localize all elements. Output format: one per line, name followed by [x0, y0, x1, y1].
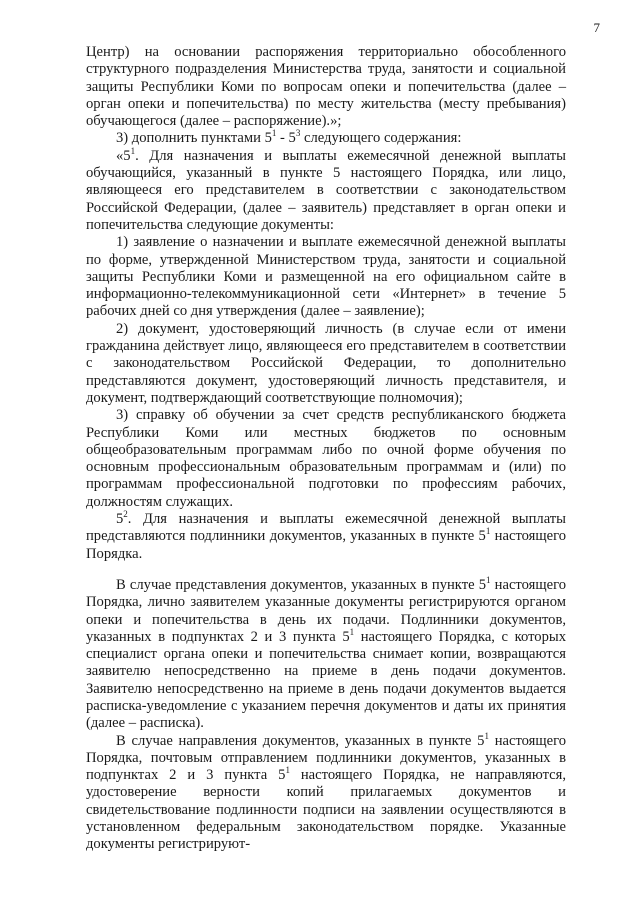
paragraph-text: . Для назначения и выплаты ежемесячной денежной выплаты представляются подлинники документов, указанных в пункте 5: [86, 511, 566, 545]
paragraph-text: . Для назначения и выплаты ежемесячной денежной выплаты обучающийся, указанный в пункте 5 настоящего Порядка, или лицо, являющееся его представителем в соответствии с законодательством Российской Федерации, (далее – заявитель) представляет в орган опеки и попечительства следующие документы:: [86, 147, 566, 233]
paragraph-item-3: [86, 407, 566, 511]
paragraph-text: Центр) на основании распоряжения территориально обособленного структурного подразделения Министерства труда, занятости и социальной защиты Республики Коми по вопросам опеки и попечительства (далее – орган опеки и попечительства) по месту жительства (месту пребывания) обучающегося (далее – распоряжение).»;: [86, 44, 566, 130]
paragraph-text: 3) справку об обучении за счет средств республиканского бюджета Республики Коми или местных бюджетов по основным общеобразовательным программам либо по очной форме обучения по основным профессиональным образовательным программам и (или) по программам профессиональной подготовки по профессиям рабочих, должностям служащих.: [86, 407, 566, 510]
paragraph-clause-5-1: [86, 145, 566, 234]
superscript: 3: [295, 128, 301, 139]
paragraph-text: 5: [116, 511, 124, 528]
superscript: 1: [349, 626, 355, 637]
paragraph-text: - 5: [276, 130, 296, 147]
superscript: 2: [123, 509, 128, 520]
paragraph-text: «5: [116, 147, 131, 164]
paragraph-text: 2) документ, удостоверяющий личность (в случае если от имени гражданина действует лицо, являющееся его представителем в соответствии с законодательством Российской Федерации, то дополнительно представляются документ, удостоверяющий личность представителя, и документ, подтверждающий соответствующие полномочия);: [86, 320, 566, 406]
superscript: 1: [486, 575, 491, 586]
paragraph-center-continuation: [86, 44, 566, 130]
paragraph-item-2: [86, 321, 566, 407]
superscript: 1: [285, 765, 290, 776]
page-number: 7: [593, 20, 600, 35]
paragraph-clause-5-2: [86, 511, 566, 563]
superscript: 1: [271, 128, 277, 139]
paragraph-text: В случае представления документов, указанных в пункте 5: [116, 576, 487, 593]
paragraph-text: настоящего Порядка, с которых специалист органа опеки и попечительства снимает копии, возвращаются заявителю непосредственно на приеме в день подачи документов. Заявителю непосредственно на приеме в день подачи документов выдается расписка-уведомление с указанием перечня документов и даты их принятия (далее – расписка).: [86, 628, 566, 732]
superscript: 1: [484, 730, 489, 741]
superscript: 1: [130, 145, 136, 156]
paragraph-text: настоящего Порядка, лично заявителем указанные документы регистрируются органом опеки и попечительства в день их подачи. Подлинники документов, указанных в подпунктах 2 и 3 пункта 5: [86, 576, 566, 645]
paragraph-text: настоящего Порядка.: [86, 528, 566, 562]
document-body: [86, 44, 566, 854]
paragraph-text: 3) дополнить пунктами 5: [116, 130, 272, 147]
paragraph-text: настоящего Порядка, не направляются, удостоверение верности копий прилагаемых документов и свидетельствование подлинности подписи на заявлении осуществляются в установленном федеральным законодательством порядке. Указанные документы регистрируют-: [86, 767, 566, 853]
paragraph-text: следующего содержания:: [300, 130, 462, 147]
paragraph-personal-submission: [86, 577, 566, 733]
paragraph-postal-submission: [86, 730, 567, 854]
paragraph-text: В случае направления документов, указанных в пункте 5: [116, 732, 485, 749]
paragraph-text: настоящего Порядка, почтовым отправлением подлинники документов, указанных в подпунктах 2 и 3 пункта 5: [86, 732, 567, 784]
paragraph-amendment-3: [86, 130, 566, 147]
superscript: 1: [485, 526, 491, 537]
paragraph-item-1: [86, 234, 566, 320]
paragraph-text: 1) заявление о назначении и выплате ежемесячной денежной выплаты по форме, утвержденной Министерством труда, занятости и социальной защиты Республики Коми и размещенной на его официальном сайте в информационно-телекоммуникационной сети «Интернет» в течение 5 рабочих дней со дня утверждения (далее – заявление);: [86, 234, 566, 320]
